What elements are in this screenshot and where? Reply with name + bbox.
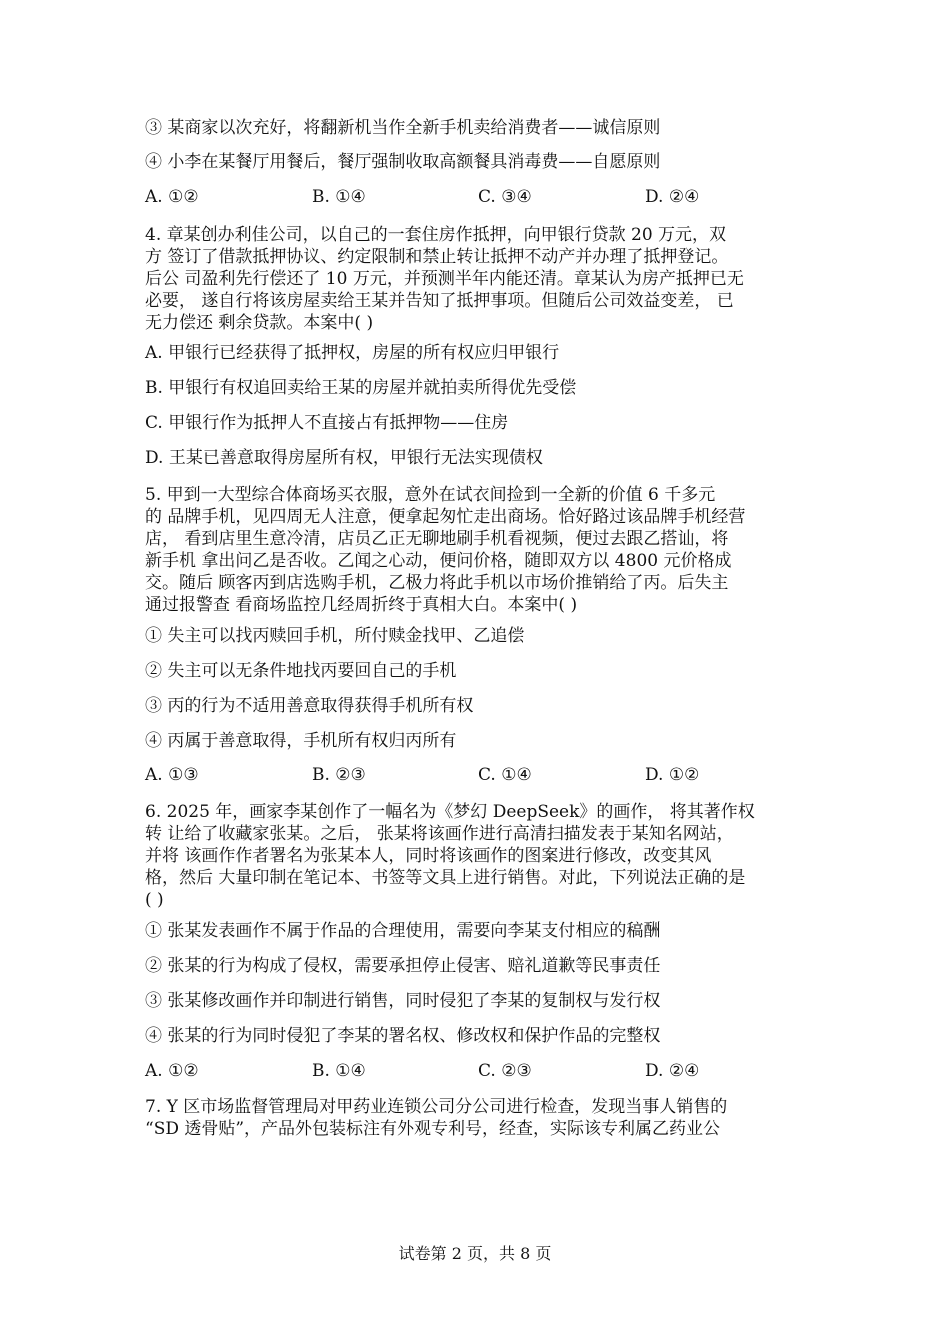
q4-choice-b[interactable]: B. 甲银行有权追回卖给王某的房屋并就拍卖所得优先受偿 <box>145 378 577 398</box>
q6-option-b[interactable]: B. ①④ <box>312 1061 366 1081</box>
q3-option-b[interactable]: B. ①④ <box>312 187 366 207</box>
q5-option-a[interactable]: A. ①③ <box>145 765 199 785</box>
q3-item-4: ④ 小李在某餐厅用餐后，餐厅强制收取高额餐具消毒费——自愿原则 <box>145 152 661 172</box>
q6-options <box>145 1060 815 1082</box>
q5-item-1: ① 失主可以找丙赎回手机，所付赎金找甲、乙追偿 <box>145 626 525 646</box>
q3-option-a[interactable]: A. ①② <box>145 187 199 207</box>
q6-item-2: ② 张某的行为构成了侵权，需要承担停止侵害、赔礼道歉等民事责任 <box>145 956 661 976</box>
q6-stem: 6. 2025 年，画家李某创作了一幅名为《梦幻 DeepSeek》的画作， 将其著作权 转 让给了收藏家张某。之后， 张某将该画作进行高清扫描发表于某知名网站， 并将 该画作作者署名为张某本人，同时将该画作的图案进行修改，改变其风 格，然后 大量印制在笔记本、书签等文具上进行销售。对此，下列说法正确的是 ( ) <box>145 802 755 910</box>
q3-option-c[interactable]: C. ③④ <box>478 187 532 207</box>
q5-item-2: ② 失主可以无条件地找丙要回自己的手机 <box>145 661 457 681</box>
q6-option-d[interactable]: D. ②④ <box>645 1061 700 1081</box>
q3-options <box>145 186 815 208</box>
q4-choice-a[interactable]: A. 甲银行已经获得了抵押权，房屋的所有权应归甲银行 <box>145 343 560 363</box>
q6-item-1: ① 张某发表画作不属于作品的合理使用，需要向李某支付相应的稿酬 <box>145 921 661 941</box>
q4-stem: 4. 章某创办利佳公司，以自己的一套住房作抵押，向甲银行贷款 20 万元，双 方 签订了借款抵押协议、约定限制和禁止转让抵押不动产并办理了抵押登记。 后公 司盈利先行偿还了 10 万元，并预测半年内能还清。章某认为房产抵押已无 必要， 遂自行将该房屋卖给王某并告知了抵押事项。但随后公司效益变差， 已 无力偿还 剩余贷款。本案中( ) <box>145 225 744 333</box>
q7-stem: 7. Y 区市场监督管理局对甲药业连锁公司分公司进行检查，发现当事人销售的 “SD 透骨贴”，产品外包装标注有外观专利号，经查，实际该专利属乙药业公 <box>145 1097 728 1139</box>
q4-choice-d[interactable]: D. 王某已善意取得房屋所有权，甲银行无法实现债权 <box>145 448 543 468</box>
q6-item-3: ③ 张某修改画作并印制进行销售，同时侵犯了李某的复制权与发行权 <box>145 991 661 1011</box>
q5-option-b[interactable]: B. ②③ <box>312 765 366 785</box>
q3-item-3: ③ 某商家以次充好，将翻新机当作全新手机卖给消费者——诚信原则 <box>145 118 661 138</box>
q5-stem: 5. 甲到一大型综合体商场买衣服，意外在试衣间捡到一全新的价值 6 千多元 的 品牌手机，见四周无人注意，便拿起匆忙走出商场。恰好路过该品牌手机经营 店， 看到店里生意冷清，店员乙正无聊地刷手机看视频，便过去跟乙搭讪，将 新手机 拿出问乙是否收。乙闻之心动，便问价格，随即双方以 4800 元价格成 交。随后 顾客丙到店选购手机，乙极力将此手机以市场价推销给了丙。后失主 通过报警查 看商场监控几经周折终于真相大白。本案中( ) <box>145 485 746 615</box>
q5-item-3: ③ 丙的行为不适用善意取得获得手机所有权 <box>145 696 474 716</box>
page-footer: 试卷第 2 页，共 8 页 <box>398 1244 552 1263</box>
q4-choice-c[interactable]: C. 甲银行作为抵押人不直接占有抵押物——住房 <box>145 413 509 433</box>
q5-option-d[interactable]: D. ①② <box>645 765 700 785</box>
q6-option-c[interactable]: C. ②③ <box>478 1061 532 1081</box>
q5-option-c[interactable]: C. ①④ <box>478 765 532 785</box>
q5-item-4: ④ 丙属于善意取得，手机所有权归丙所有 <box>145 731 457 751</box>
q5-options <box>145 764 815 786</box>
q3-option-d[interactable]: D. ②④ <box>645 187 700 207</box>
q6-option-a[interactable]: A. ①② <box>145 1061 199 1081</box>
q6-item-4: ④ 张某的行为同时侵犯了李某的署名权、修改权和保护作品的完整权 <box>145 1026 661 1046</box>
